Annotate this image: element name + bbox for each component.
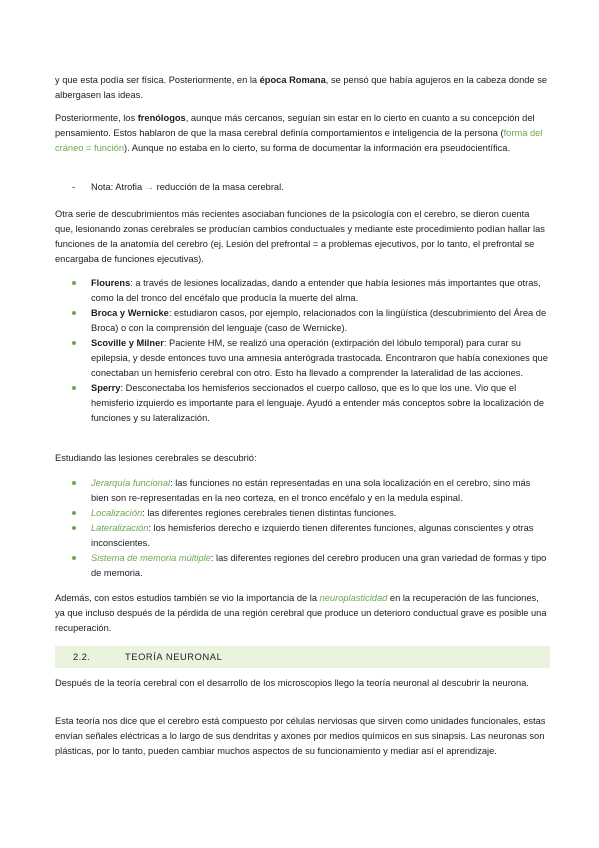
researchers-list: [55, 276, 550, 426]
list-term: Sperry: [91, 383, 121, 393]
section-heading: [55, 646, 550, 668]
list-item: [55, 476, 550, 506]
discoveries-list: [55, 476, 550, 581]
list-item: [55, 521, 550, 551]
bullet-icon: [72, 281, 76, 285]
list-term: Lateralización: [91, 523, 149, 533]
list-text: : las funciones no están representadas en una sola localización en el cerebro, sino más bien son re-representadas en la neo corteza, en el tronco encéfalo y en la medula espinal.: [91, 478, 531, 503]
green-highlight-text: forma del cráneo = función: [55, 128, 543, 153]
list-text: : estudiaron casos, por ejemplo, relacionados con la lingüística (descubrimiento del Área de Broca) o con la comprensión del lenguaje (caso de Wernicke).: [91, 308, 547, 333]
paragraph-lesions-intro: Otra serie de descubrimientos más recientes asociaban funciones de la psicología con el cerebro, se dieron cuenta que, lesionando zonas cerebrales se producían cambios conductuales y mediante este procedimiento podían hallar las funciones de la anatomía del cerebro (ej. Lesión del prefrontal = a problemas ejecutivos, por lo tanto, el prefrontal se encargaba de funciones ejecutivas).: [55, 209, 545, 264]
note-text: [91, 180, 284, 195]
paragraph-neuron-theory: Esta teoría nos dice que el cerebro está compuesto por células nerviosas que sirven como unidades funcionales, estas envían señales eléctricas a lo largo de sus dendritas y axones por medios químicos en sus sinapsis. Las neuronas son plásticas, por lo tanto, pueden cambiar muchos aspectos de su funcionamiento y mediar así el aprendizaje.: [55, 716, 546, 756]
text-run: y que esta podía ser física. Posteriormente, en la: [55, 75, 260, 85]
list-text: : Paciente HM, se realizó una operación (extirpación del lóbulo temporal) para curar su epilepsia, y desde entonces tuvo una amnesia anterógrada trastocada. Encontraron que había conexiones que conectaban un hemisferio cerebral con otro. Esto ha llevado a comprender la lateralidad de las acciones.: [91, 338, 548, 378]
list-term: Localización: [91, 508, 143, 518]
text-run: en la recuperación de las funciones, ya que incluso después de la pérdida de una región cerebral que produce un deterioro conductual grave es posible una recuperación.: [55, 593, 547, 633]
list-item: [55, 306, 550, 336]
text-run: reducción de la masa cerebral.: [154, 182, 284, 192]
section-title: TEORÍA NEURONAL: [125, 651, 223, 662]
bullet-icon: [72, 386, 76, 390]
list-term: Broca y Wernicke: [91, 308, 169, 318]
list-item: [55, 381, 550, 426]
bold-term-frenologos: frenólogos: [137, 113, 186, 123]
text-run: Posteriormente, los: [55, 113, 138, 123]
list-text: : a través de lesiones localizadas, dando a entender que había lesiones más importantes que otras, como la del tronco del encéfalo que producía la muerte del alma.: [91, 278, 541, 303]
dash-bullet: -: [72, 182, 76, 192]
list-item: [55, 276, 550, 306]
section-number: 2.2.: [73, 651, 91, 662]
paragraph-discoveries-intro: Estudiando las lesiones cerebrales se descubrió:: [55, 453, 257, 463]
list-term: Jerarquía funcional: [91, 478, 171, 488]
list-text: : las diferentes regiones del cerebro producen una gran variedad de formas y tipo de memoria.: [91, 553, 547, 578]
list-text: : las diferentes regiones cerebrales tienen distintas funciones.: [142, 508, 397, 518]
arrow-icon: →: [144, 182, 155, 192]
list-text: : Desconectaba los hemisferios seccionados el cuerpo calloso, que es lo que los une. Vio que el hemisferio izquierdo es importante para el lenguaje. Ayudó a entender más conceptos sobre la localización de funciones y su lateralización.: [91, 383, 545, 423]
text-run: ). Aunque no estaba en lo cierto, su forma de documentar la información era pseudocientífica.: [124, 143, 511, 153]
text-run: Además, con estos estudios también se vio la importancia de la: [55, 593, 320, 603]
bullet-icon: [72, 511, 76, 515]
paragraph-neuron-theory-intro: Después de la teoría cerebral con el desarrollo de los microscopios llego la teoría neuronal al descubrir la neurona.: [55, 678, 529, 688]
text-run: , se pensó que había agujeros en la cabeza donde se albergasen las ideas.: [55, 75, 548, 100]
list-item: [55, 506, 550, 521]
list-text: : los hemisferios derecho e izquierdo tienen diferentes funciones, algunas conscientes y otras inconscientes.: [91, 523, 534, 548]
text-run: Nota: Atrofia: [91, 182, 145, 192]
list-term: Sistema de memoria múltiple: [91, 553, 211, 563]
list-term: Scoville y Milner: [91, 338, 164, 348]
bullet-icon: [72, 481, 76, 485]
bold-term-epoca-romana: época Romana: [259, 75, 326, 85]
bullet-icon: [72, 311, 76, 315]
list-term: Flourens: [91, 278, 131, 288]
paragraph-phrenologists: [55, 111, 550, 156]
bullet-icon: [72, 556, 76, 560]
paragraph-neuroplasticity: [55, 591, 550, 636]
text-run: , aunque más cercanos, seguían sin estar en lo cierto en cuanto a su concepción del pensamiento. Estos hablaron de que la masa cerebral definía comportamientos e inteligencia de la persona (: [55, 113, 535, 138]
note-line: [0, 180, 599, 195]
bullet-icon: [72, 526, 76, 530]
list-item: [55, 336, 550, 381]
bullet-icon: [72, 341, 76, 345]
green-italic-term: neuroplasticidad: [319, 593, 388, 603]
paragraph-roman-era: [55, 73, 550, 103]
list-item: [55, 551, 550, 581]
